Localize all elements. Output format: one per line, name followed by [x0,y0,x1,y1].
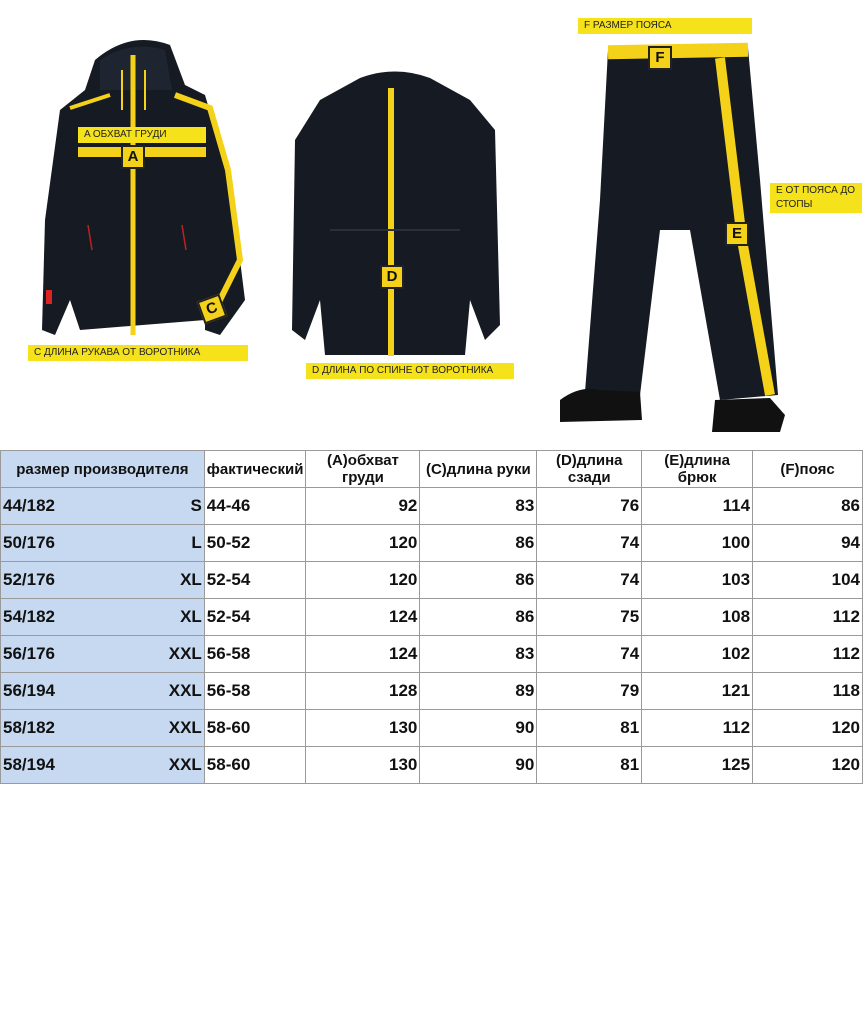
mfr-size-code: 56/194 [3,681,55,700]
cell-pants: 121 [642,673,753,710]
cell-back: 74 [537,562,642,599]
label-sleeve-length: C ДЛИНА РУКАВА ОТ ВОРОТНИКА [28,345,248,361]
cell-arm: 86 [420,525,537,562]
jacket-front-figure [42,40,245,335]
cell-chest: 92 [306,488,420,525]
label-chest-girth: A ОБХВАТ ГРУДИ [78,127,206,143]
mfr-size-code: 52/176 [3,570,55,589]
cell-actual-size: 52-54 [204,562,306,599]
cell-arm: 83 [420,636,537,673]
cell-waist: 86 [753,488,863,525]
mfr-size-code: 58/194 [3,755,55,774]
cell-back: 79 [537,673,642,710]
cell-pants: 108 [642,599,753,636]
cell-pants: 125 [642,747,753,784]
col-header-waist: (F)пояс [753,451,863,488]
table-row [1,673,863,710]
cell-waist: 112 [753,599,863,636]
col-header-arm: (C)длина руки [420,451,537,488]
cell-arm: 86 [420,562,537,599]
cell-manufacturer-size [1,562,205,599]
cell-waist: 120 [753,747,863,784]
cell-pants: 100 [642,525,753,562]
cell-back: 74 [537,636,642,673]
marker-a: A [121,145,145,169]
cell-manufacturer-size [1,525,205,562]
size-rows [1,488,863,784]
cell-manufacturer-size [1,673,205,710]
marker-f: F [648,46,672,70]
cell-actual-size: 58-60 [204,710,306,747]
mfr-size-letter: XXL [168,755,202,774]
mfr-size-letter: XXL [168,718,202,737]
cell-manufacturer-size [1,636,205,673]
marker-d: D [380,265,404,289]
col-header-pants: (E)длина брюк [642,451,753,488]
cell-chest: 130 [306,747,420,784]
mfr-size-letter: XXL [168,681,202,700]
cell-arm: 90 [420,747,537,784]
cell-pants: 103 [642,562,753,599]
cell-actual-size: 52-54 [204,599,306,636]
cell-arm: 89 [420,673,537,710]
mfr-size-letter: L [191,533,202,552]
cell-pants: 114 [642,488,753,525]
col-header-chest: (A)обхват груди [306,451,420,488]
mfr-size-code: 58/182 [3,718,55,737]
mfr-size-code: 56/176 [3,644,55,663]
cell-actual-size: 58-60 [204,747,306,784]
cell-manufacturer-size [1,488,205,525]
garment-illustrations [0,0,863,445]
cell-chest: 128 [306,673,420,710]
table-row [1,525,863,562]
table-row [1,599,863,636]
cell-arm: 86 [420,599,537,636]
cell-pants: 102 [642,636,753,673]
cell-arm: 90 [420,710,537,747]
mfr-size-code: 44/182 [3,496,55,515]
mfr-size-letter: S [190,496,202,515]
cell-back: 76 [537,488,642,525]
mfr-size-letter: XL [180,570,202,589]
cell-manufacturer-size [1,710,205,747]
label-back-length: D ДЛИНА ПО СПИНЕ ОТ ВОРОТНИКА [306,363,514,379]
col-header-back: (D)длина сзади [537,451,642,488]
cell-actual-size: 56-58 [204,673,306,710]
size-chart-table [0,450,863,784]
table-row [1,488,863,525]
mfr-size-letter: XXL [168,644,202,663]
cell-waist: 118 [753,673,863,710]
table-row [1,636,863,673]
cell-back: 74 [537,525,642,562]
cell-chest: 120 [306,562,420,599]
jacket-back-figure [292,72,500,357]
mfr-size-code: 50/176 [3,533,55,552]
cell-actual-size: 50-52 [204,525,306,562]
col-header-manufacturer-size: размер производителя [1,451,205,488]
cell-pants: 112 [642,710,753,747]
table-header-row [1,451,863,488]
cell-chest: 124 [306,636,420,673]
cell-actual-size: 56-58 [204,636,306,673]
cell-waist: 120 [753,710,863,747]
label-waist-to-foot: E ОТ ПОЯСА ДО СТОПЫ [770,183,862,213]
table-row [1,562,863,599]
cell-manufacturer-size [1,599,205,636]
mfr-size-letter: XL [180,607,202,626]
cell-chest: 124 [306,599,420,636]
col-header-actual-size: фактический [204,451,306,488]
table-row [1,747,863,784]
cell-back: 81 [537,747,642,784]
marker-c: C [197,294,228,325]
cell-manufacturer-size [1,747,205,784]
pants-figure [560,43,785,432]
cell-back: 75 [537,599,642,636]
table-row [1,710,863,747]
cell-arm: 83 [420,488,537,525]
cell-back: 81 [537,710,642,747]
mfr-size-code: 54/182 [3,607,55,626]
marker-e: E [725,222,749,246]
cell-waist: 104 [753,562,863,599]
label-waist-size: F РАЗМЕР ПОЯСА [578,18,752,34]
cell-chest: 120 [306,525,420,562]
cell-waist: 94 [753,525,863,562]
cell-actual-size: 44-46 [204,488,306,525]
cell-waist: 112 [753,636,863,673]
cell-chest: 130 [306,710,420,747]
